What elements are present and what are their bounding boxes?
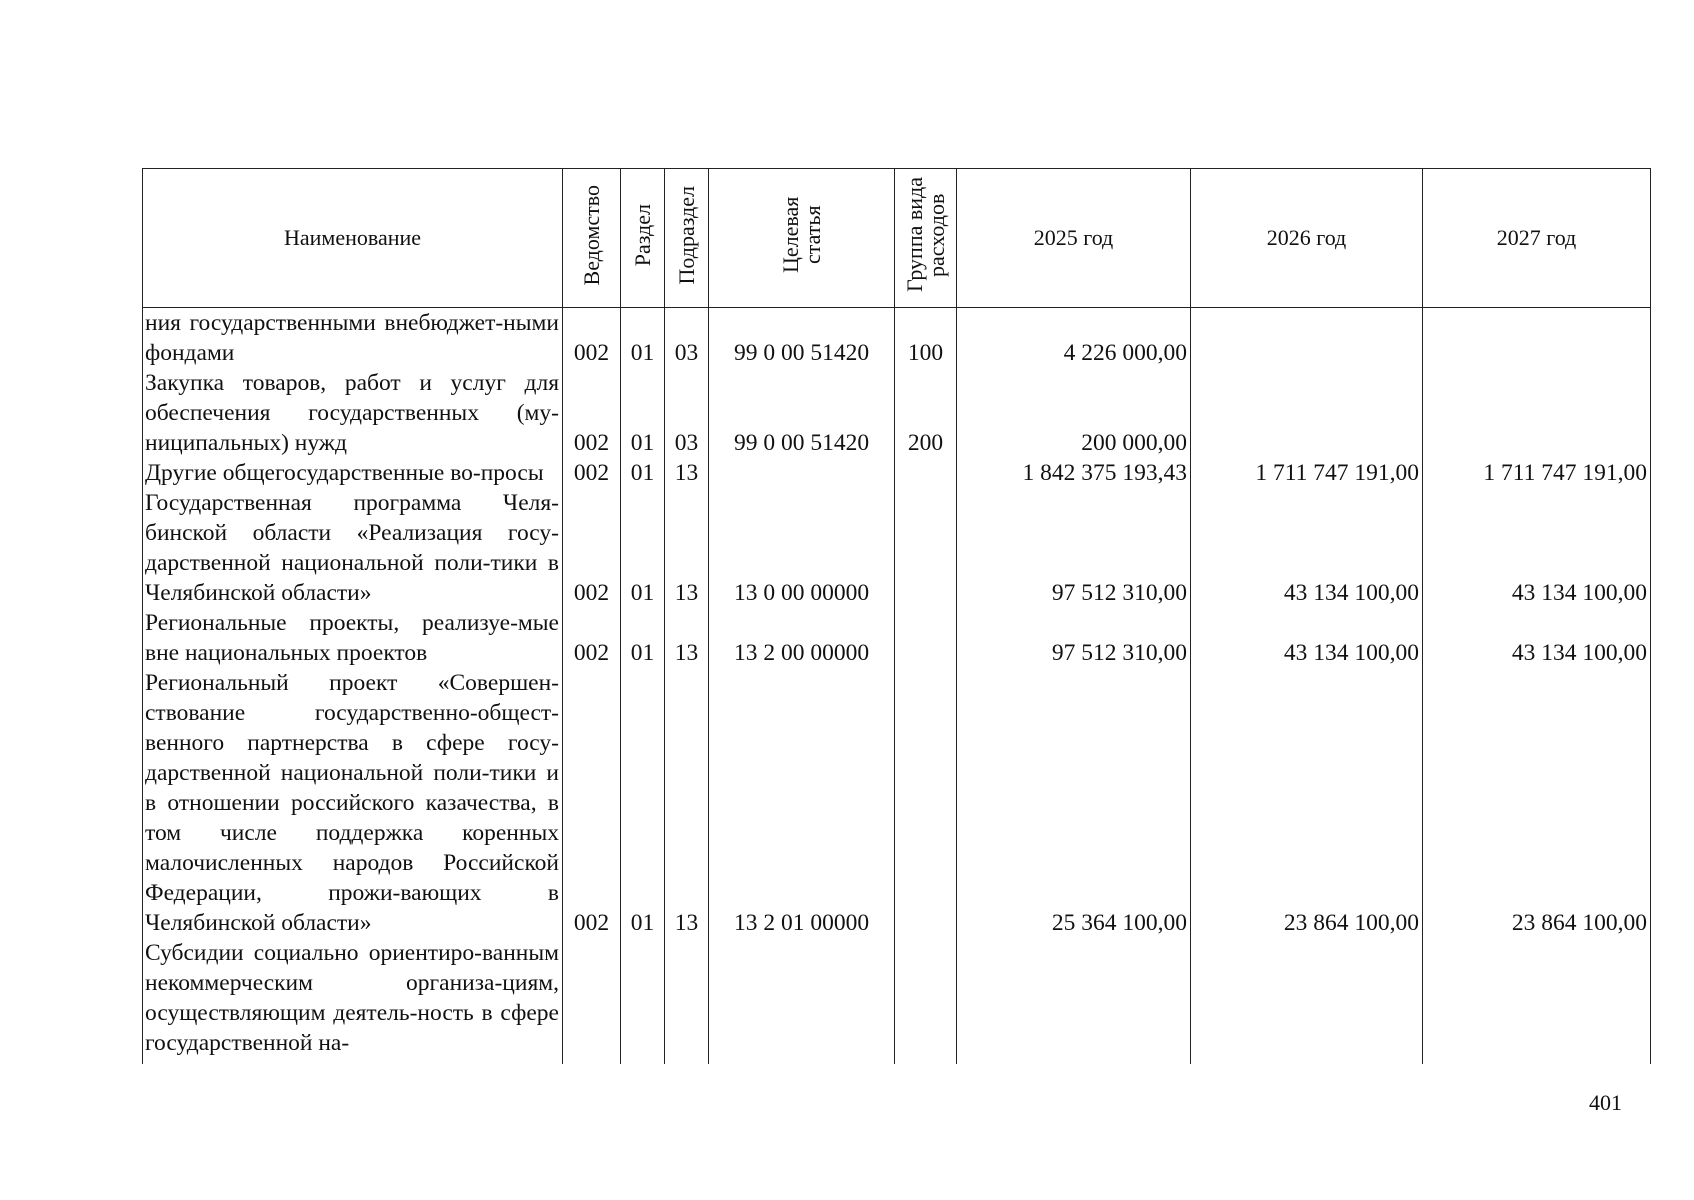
row-expense-group [895, 458, 957, 488]
row-name: Государственная программа Челя-бинской области «Реализация госу-дарственной национальной поли-тики в Челябинской области» [143, 488, 563, 608]
row-amount-2027: 43 134 100,00 [1423, 608, 1651, 668]
row-expense-group [895, 488, 957, 608]
row-section: 01 [621, 488, 665, 608]
row-name: Региональные проекты, реализуе-мые вне национальных проектов [143, 608, 563, 668]
row-subsection: 03 [665, 368, 709, 458]
row-department: 002 [563, 608, 621, 668]
row-subsection: 13 [665, 458, 709, 488]
row-target-item [709, 458, 895, 488]
filler-cell [665, 1058, 709, 1064]
header-subsection: Подраздел [665, 169, 709, 308]
row-subsection: 13 [665, 668, 709, 938]
row-target-item: 99 0 00 51420 [709, 308, 895, 369]
row-department: 002 [563, 368, 621, 458]
row-amount-2026: 43 134 100,00 [1191, 488, 1423, 608]
table-header-row [143, 169, 1651, 308]
row-amount-2025: 25 364 100,00 [957, 668, 1191, 938]
row-subsection: 03 [665, 308, 709, 369]
row-amount-2026: 43 134 100,00 [1191, 608, 1423, 668]
row-amount-2025 [957, 938, 1191, 1058]
row-amount-2027 [1423, 368, 1651, 458]
row-name: Закупка товаров, работ и услуг для обеспечения государственных (му-ниципальных) нужд [143, 368, 563, 458]
row-target-item: 13 2 00 00000 [709, 608, 895, 668]
row-amount-2027 [1423, 938, 1651, 1058]
table-row [143, 668, 1651, 938]
row-department: 002 [563, 668, 621, 938]
row-expense-group [895, 668, 957, 938]
filler-cell [1423, 1058, 1651, 1064]
row-amount-2026 [1191, 368, 1423, 458]
row-amount-2025: 4 226 000,00 [957, 308, 1191, 369]
row-target-item: 13 0 00 00000 [709, 488, 895, 608]
table-row [143, 938, 1651, 1058]
row-target-item [709, 938, 895, 1058]
header-section: Раздел [621, 169, 665, 308]
row-amount-2027: 23 864 100,00 [1423, 668, 1651, 938]
row-amount-2026 [1191, 938, 1423, 1058]
table-filler-row [143, 1058, 1651, 1064]
table-row [143, 458, 1651, 488]
row-amount-2025: 97 512 310,00 [957, 488, 1191, 608]
table-row [143, 608, 1651, 668]
row-department: 002 [563, 458, 621, 488]
row-department: 002 [563, 488, 621, 608]
filler-cell [563, 1058, 621, 1064]
row-section: 01 [621, 368, 665, 458]
row-amount-2027: 1 711 747 191,00 [1423, 458, 1651, 488]
table-row [143, 308, 1651, 369]
row-amount-2025: 97 512 310,00 [957, 608, 1191, 668]
row-department [563, 938, 621, 1058]
row-amount-2026: 23 864 100,00 [1191, 668, 1423, 938]
row-section: 01 [621, 668, 665, 938]
page-number: 401 [1589, 1090, 1622, 1115]
row-name: Субсидии социально ориентиро-ванным некоммерческим организа-циям, осуществляющим деятель-ность в сфере государственной на- [143, 938, 563, 1058]
row-amount-2027 [1423, 308, 1651, 369]
header-name: Наименование [143, 169, 563, 308]
header-target-item: Целевая статья [709, 169, 895, 308]
table-row [143, 488, 1651, 608]
row-expense-group [895, 938, 957, 1058]
row-section: 01 [621, 608, 665, 668]
row-section: 01 [621, 458, 665, 488]
budget-table [142, 168, 1651, 1064]
row-subsection [665, 938, 709, 1058]
row-name: ния государственными внебюджет-ными фондами [143, 308, 563, 369]
row-expense-group: 200 [895, 368, 957, 458]
filler-cell [1191, 1058, 1423, 1064]
filler-cell [621, 1058, 665, 1064]
row-department: 002 [563, 308, 621, 369]
row-target-item: 99 0 00 51420 [709, 368, 895, 458]
row-subsection: 13 [665, 488, 709, 608]
filler-cell [709, 1058, 895, 1064]
row-section [621, 938, 665, 1058]
header-year-2027: 2027 год [1423, 169, 1651, 308]
table-row [143, 368, 1651, 458]
row-name: Региональный проект «Совершен-ствование государственно-общест-венного партнерства в сфере госу-дарственной национальной поли-тики и в отношении российского казачества, в том числе поддержка коренных малочисленных народов Российской Федерации, прожи-вающих в Челябинской области» [143, 668, 563, 938]
header-year-2025: 2025 год [957, 169, 1191, 308]
row-amount-2026: 1 711 747 191,00 [1191, 458, 1423, 488]
header-department: Ведомство [563, 169, 621, 308]
header-year-2026: 2026 год [1191, 169, 1423, 308]
row-name: Другие общегосударственные во-просы [143, 458, 563, 488]
row-expense-group [895, 608, 957, 668]
row-amount-2027: 43 134 100,00 [1423, 488, 1651, 608]
filler-cell [957, 1058, 1191, 1064]
row-target-item: 13 2 01 00000 [709, 668, 895, 938]
header-expense-group: Группа вида расходов [895, 169, 957, 308]
row-section: 01 [621, 308, 665, 369]
row-amount-2026 [1191, 308, 1423, 369]
row-amount-2025: 1 842 375 193,43 [957, 458, 1191, 488]
row-expense-group: 100 [895, 308, 957, 369]
row-subsection: 13 [665, 608, 709, 668]
row-amount-2025: 200 000,00 [957, 368, 1191, 458]
filler-cell [143, 1058, 563, 1064]
filler-cell [895, 1058, 957, 1064]
